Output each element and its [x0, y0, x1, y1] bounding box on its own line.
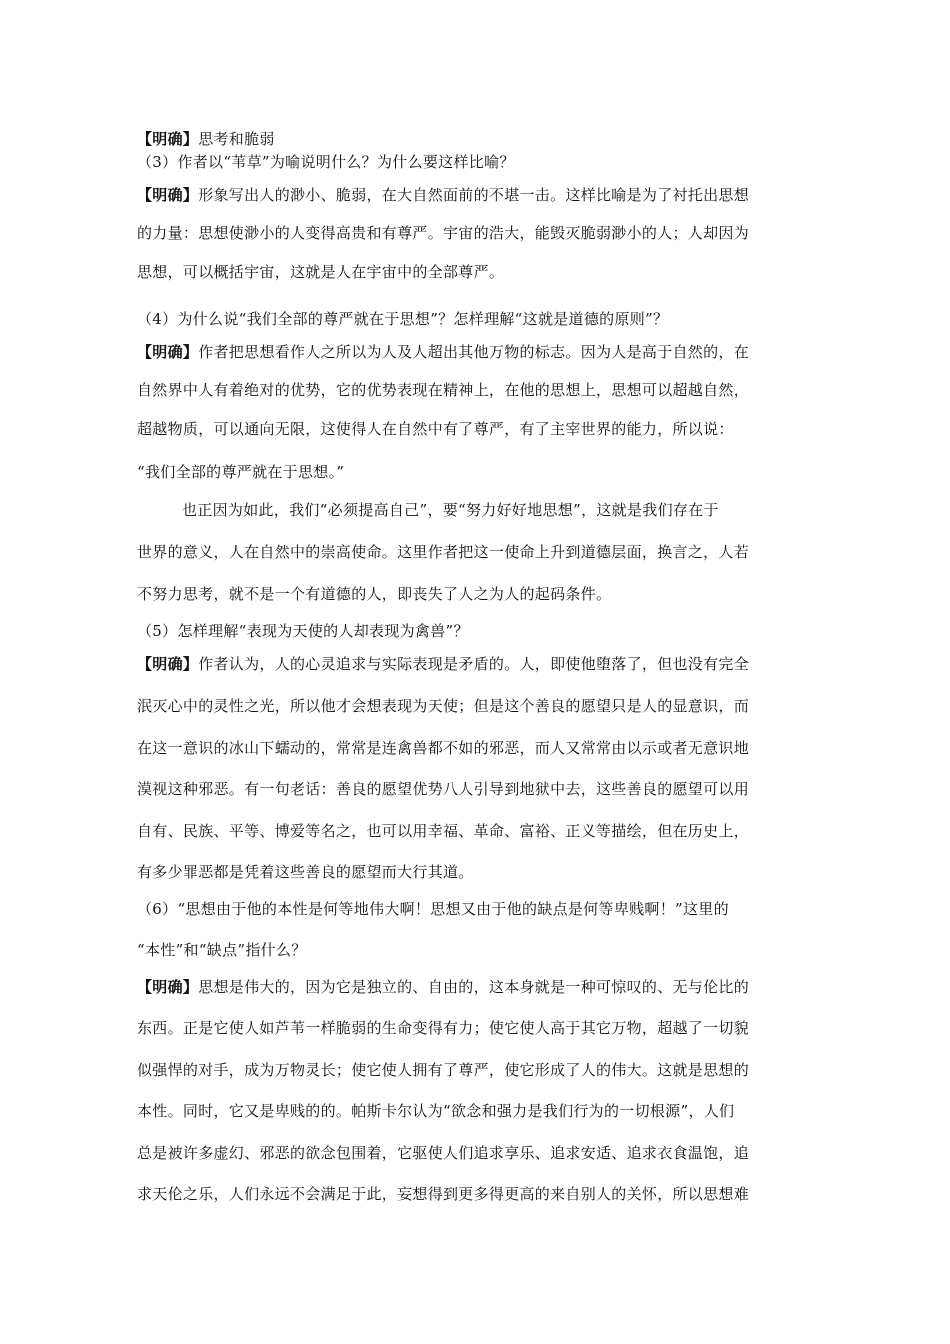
- text-line: 【明确】作者认为，人的心灵追求与实际表现是矛盾的。人，即使他堕落了，但也没有完全: [137, 655, 750, 673]
- text-line: 泯灭心中的灵性之光，所以他才会想表现为天使；但是这个善良的愿望只是人的显意识，而: [137, 697, 750, 715]
- text-line: 【明确】作者把思想看作人之所以为人及人超出其他万物的标志。因为人是高于自然的，在: [137, 343, 750, 361]
- text-line: 有多少罪恶都是凭着这些善良的愿望而大行其道。: [137, 863, 474, 881]
- text-line: 漠视这种邪恶。有一句老话：善良的愿望优势八人引导到地狱中去，这些善良的愿望可以用: [137, 780, 750, 798]
- question-5: （5）怎样理解“表现为天使的人却表现为禽兽”？: [137, 622, 469, 640]
- text-line: 的力量：思想使渺小的人变得高贵和有尊严。宇宙的浩大，能毁灭脆弱渺小的人；人却因为: [137, 224, 750, 242]
- label-mingque: 【明确】: [137, 343, 199, 361]
- text-line: 【明确】思考和脆弱: [137, 130, 275, 148]
- label-mingque: 【明确】: [137, 655, 199, 673]
- text-line: 思想，可以概括宇宙，这就是人在宇宙中的全部尊严。: [137, 263, 505, 281]
- question-6: （6）“思想由于他的本性是何等地伟大啊！思想又由于他的缺点是何等卑贱啊！”这里的: [137, 900, 729, 918]
- text-line: 自然界中人有着绝对的优势，它的优势表现在精神上，在他的思想上，思想可以超越自然，: [137, 381, 750, 399]
- text-line: “我们全部的尊严就在于思想。”: [137, 463, 345, 481]
- text-line: 超越物质，可以通向无限，这使得人在自然中有了尊严，有了主宰世界的能力，所以说：: [137, 420, 734, 438]
- text-line: 在这一意识的冰山下蠕动的，常常是连禽兽都不如的邪恶，而人又常常由以示或者无意识地: [137, 739, 750, 757]
- text-line: 世界的意义，人在自然中的崇高使命。这里作者把这一使命上升到道德层面，换言之，人若: [137, 543, 750, 561]
- text-line: 东西。正是它使人如芦苇一样脆弱的生命变得有力；使它使人高于其它万物，超越了一切貌: [137, 1019, 750, 1037]
- question-4: （4）为什么说“我们全部的尊严就在于思想”？怎样理解“这就是道德的原则”？: [137, 310, 669, 328]
- label-mingque: 【明确】: [137, 978, 199, 996]
- text-line: 【明确】思想是伟大的，因为它是独立的、自由的，这本身就是一种可惊叹的、无与伦比的: [137, 978, 750, 996]
- label-mingque: 【明确】: [137, 130, 199, 148]
- text-line: “本性”和“缺点”指什么？: [137, 941, 307, 959]
- text-line: 不努力思考，就不是一个有道德的人，即丧失了人之为人的起码条件。: [137, 585, 612, 603]
- text-line: 【明确】形象写出人的渺小、脆弱，在大自然面前的不堪一击。这样比喻是为了衬托出思想: [137, 186, 750, 204]
- text-line: 也正因为如此，我们“必须提高自己”，要“努力好好地思想”，这就是我们存在于: [182, 501, 719, 519]
- question-3: （3）作者以“苇草”为喻说明什么？为什么要这样比喻？: [137, 153, 515, 171]
- text-line: 本性。同时，它又是卑贱的的。帕斯卡尔认为“欲念和强力是我们行为的一切根源”，人们: [137, 1102, 735, 1120]
- text-line: 似强悍的对手，成为万物灵长；使它使人拥有了尊严，使它形成了人的伟大。这就是思想的: [137, 1061, 750, 1079]
- text-line: 求天伦之乐，人们永远不会满足于此，妄想得到更多得更高的来自别人的关怀，所以思想难: [137, 1185, 750, 1203]
- text-line: 总是被许多虚幻、邪恶的欲念包围着，它驱使人们追求享乐、追求安适、追求衣食温饱，追: [137, 1144, 750, 1162]
- label-mingque: 【明确】: [137, 186, 199, 204]
- text-line: 自有、民族、平等、博爱等名之，也可以用幸福、革命、富裕、正义等描绘，但在历史上，: [137, 822, 750, 840]
